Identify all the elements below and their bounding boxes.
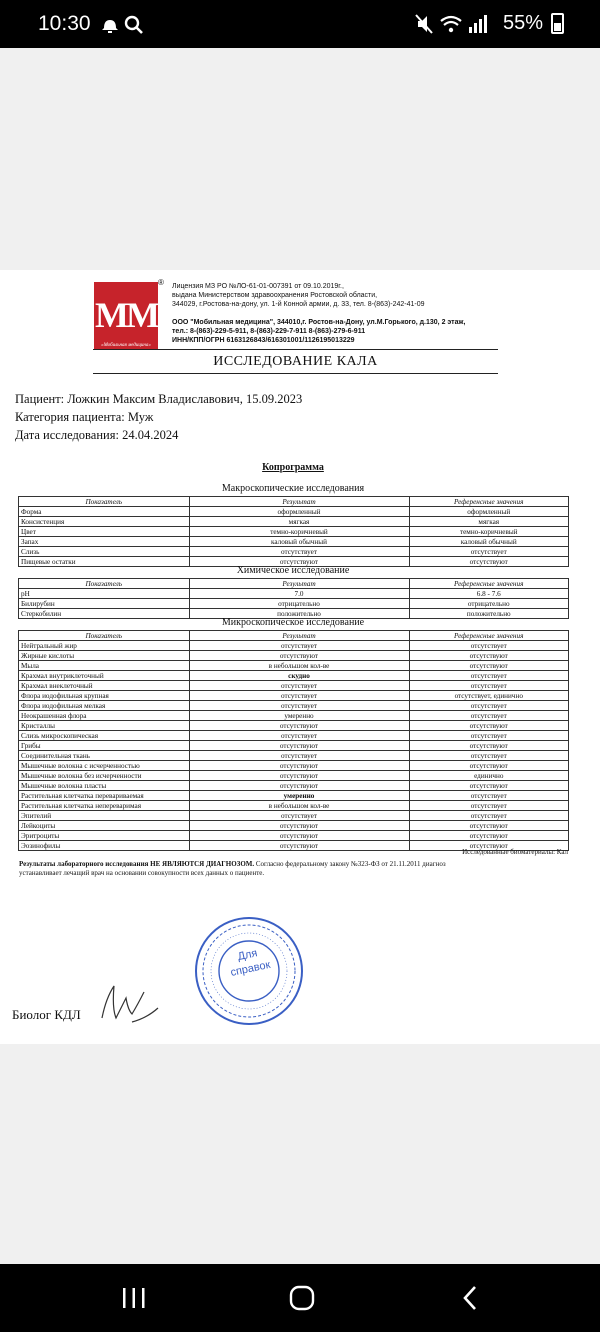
result-cell: отсутствуют xyxy=(189,831,409,841)
table-row xyxy=(19,691,569,701)
indicator-cell: Лейкоциты xyxy=(19,821,190,831)
reference-cell: отсутствует xyxy=(409,547,569,557)
result-cell: 7.0 xyxy=(189,589,409,599)
column-header-result: Результат xyxy=(189,497,409,507)
table-row xyxy=(19,821,569,831)
reference-cell: отсутствует xyxy=(409,641,569,651)
battery-icon xyxy=(551,13,564,34)
column-header-reference: Референсные значения xyxy=(409,497,569,507)
result-cell: положительно xyxy=(189,609,409,619)
reference-cell: отсутствуют xyxy=(409,761,569,771)
reference-cell: мягкая xyxy=(409,517,569,527)
table-row xyxy=(19,791,569,801)
column-header-result: Результат xyxy=(189,631,409,641)
micro-title: Микроскопическое исследование xyxy=(221,617,365,628)
indicator-cell: Пищевые остатки xyxy=(19,557,190,567)
org-line-2: тел.: 8-(863)-229-5-911, 8-(863)-229-7-911 8-(863)-279-6-911 xyxy=(172,328,366,335)
indicator-cell: Слизь xyxy=(19,547,190,557)
table-row xyxy=(19,761,569,771)
license-line-1: Лицензия МЗ РО №ЛО-61-01-007391 от 09.10.2019г., xyxy=(172,283,344,290)
home-icon xyxy=(288,1284,316,1312)
reference-cell: отсутствует xyxy=(409,801,569,811)
result-cell: мягкая xyxy=(189,517,409,527)
micro-table xyxy=(18,630,569,851)
result-cell: отсутствует xyxy=(189,547,409,557)
table-row xyxy=(19,547,569,557)
document-page[interactable] xyxy=(0,270,600,1044)
patient-name: Пациент: Ложкин Максим Владиславович, 15.09.2023 xyxy=(15,392,303,406)
chemical-title: Химическое исследование xyxy=(236,565,350,576)
result-cell: отсутствует xyxy=(189,751,409,761)
indicator-cell: Нейтральный жир xyxy=(19,641,190,651)
disclaimer-line-1 xyxy=(19,860,446,868)
registered-icon: ® xyxy=(158,278,164,287)
macro-title: Макроскопические исследования xyxy=(221,483,365,494)
table-row xyxy=(19,537,569,547)
reference-cell: отсутствует xyxy=(409,671,569,681)
reference-cell: отсутствует xyxy=(409,791,569,801)
table-row xyxy=(19,721,569,731)
result-cell: умеренно xyxy=(189,711,409,721)
reference-cell: отсутствуют xyxy=(409,651,569,661)
battery-percent: 55% xyxy=(502,12,543,34)
table-row xyxy=(19,507,569,517)
section-title: Копрограмма xyxy=(262,462,324,473)
reference-cell: отрицательно xyxy=(409,599,569,609)
result-cell: отрицательно xyxy=(189,599,409,609)
reference-cell: отсутствует xyxy=(409,811,569,821)
license-line-3: 344029, г.Ростова-на-дону, ул. 1-й Конной армии, д. 33, тел. 8-(863)-242-41-09 xyxy=(172,301,425,308)
result-cell: отсутствуют xyxy=(189,771,409,781)
indicator-cell: Мыла xyxy=(19,661,190,671)
disclaimer-line-2: устанавливает лечащий врач на основании совокупности всех данных о пациенте. xyxy=(19,869,265,877)
indicator-cell: Мышечные волокна пласты xyxy=(19,781,190,791)
reference-cell: единично xyxy=(409,771,569,781)
reference-cell: отсутствуют xyxy=(409,661,569,671)
table-row xyxy=(19,731,569,741)
disclaimer-bold: Результаты лабораторного исследования НЕ ЯВЛЯЮТСЯ ДИАГНОЗОМ. xyxy=(19,860,255,868)
indicator-cell: Билирубин xyxy=(19,599,190,609)
result-cell: отсутствует xyxy=(189,681,409,691)
indicator-cell: Запах xyxy=(19,537,190,547)
indicator-cell: Цвет xyxy=(19,527,190,537)
bell-icon xyxy=(102,20,118,33)
column-header-indicator: Показатель xyxy=(19,497,190,507)
indicator-cell: Флора иодофильная крупная xyxy=(19,691,190,701)
indicator-cell: Крахмал внутриклеточный xyxy=(19,671,190,681)
table-row xyxy=(19,831,569,841)
result-cell: оформленный xyxy=(189,507,409,517)
reference-cell: отсутствуют xyxy=(409,831,569,841)
column-header-indicator: Показатель xyxy=(19,631,190,641)
reference-cell: отсутствует xyxy=(409,731,569,741)
result-cell: отсутствует xyxy=(189,701,409,711)
study-date: Дата исследования: 24.04.2024 xyxy=(15,428,179,442)
reference-cell: отсутствуют xyxy=(409,781,569,791)
table-row xyxy=(19,671,569,681)
biomaterial-note: Исследованные биоматериалы: Кал xyxy=(462,848,568,856)
patient-category: Категория пациента: Муж xyxy=(15,410,154,424)
column-header-indicator: Показатель xyxy=(19,579,190,589)
reference-cell: отсутствует xyxy=(409,711,569,721)
reference-cell: отсутствует xyxy=(409,701,569,711)
indicator-cell: Крахмал внеклеточный xyxy=(19,681,190,691)
reference-cell: оформленный xyxy=(409,507,569,517)
result-cell: отсутствует xyxy=(189,731,409,741)
result-cell: отсутствуют xyxy=(189,821,409,831)
table-row xyxy=(19,801,569,811)
table-row xyxy=(19,771,569,781)
table-row xyxy=(19,751,569,761)
reference-cell: отсутствуют xyxy=(409,721,569,731)
indicator-cell: Мышечные волокна с исчерченностью xyxy=(19,761,190,771)
table-header-row xyxy=(19,497,569,507)
table-row xyxy=(19,811,569,821)
notification-icons xyxy=(100,14,148,41)
recent-apps-button[interactable] xyxy=(104,1278,164,1318)
indicator-cell: Растительная клетчатка непереваримая xyxy=(19,801,190,811)
license-line-2: выдана Министерством здравоохранения Ростовской области, xyxy=(172,292,378,299)
indicator-cell: Кристаллы xyxy=(19,721,190,731)
back-button[interactable] xyxy=(440,1278,500,1318)
result-cell: отсутствуют xyxy=(189,781,409,791)
indicator-cell: Соединительная ткань xyxy=(19,751,190,761)
reference-cell: отсутствуют xyxy=(409,821,569,831)
recents-icon xyxy=(121,1286,147,1310)
viewer-background xyxy=(0,1044,600,1264)
mute-wifi-signal-icons xyxy=(415,13,495,35)
table-row xyxy=(19,661,569,671)
home-button[interactable] xyxy=(272,1278,332,1318)
indicator-cell: Неокрашенная флора xyxy=(19,711,190,721)
table-row xyxy=(19,701,569,711)
result-cell: скудно xyxy=(189,671,409,681)
table-row xyxy=(19,681,569,691)
indicator-cell: Грибы xyxy=(19,741,190,751)
navigation-bar xyxy=(0,1264,600,1332)
indicator-cell: Эозинофилы xyxy=(19,841,190,851)
result-cell: отсутствует xyxy=(189,811,409,821)
back-icon xyxy=(460,1284,480,1312)
indicator-cell: Консистенция xyxy=(19,517,190,527)
divider xyxy=(93,349,498,350)
table-row xyxy=(19,517,569,527)
indicator-cell: pH xyxy=(19,589,190,599)
result-cell: отсутствуют xyxy=(189,841,409,851)
reference-cell: отсутствует, единично xyxy=(409,691,569,701)
indicator-cell: Стеркобилин xyxy=(19,609,190,619)
result-cell: отсутствует xyxy=(189,691,409,701)
table-row xyxy=(19,711,569,721)
status-time: 10:30 xyxy=(38,12,91,35)
result-cell: отсутствует xyxy=(189,641,409,651)
indicator-cell: Жирные кислоты xyxy=(19,651,190,661)
indicator-cell: Эпителий xyxy=(19,811,190,821)
result-cell: умеренно xyxy=(189,791,409,801)
result-cell: каловый обычный xyxy=(189,537,409,547)
result-cell: в небольшом кол-ве xyxy=(189,801,409,811)
table-row xyxy=(19,781,569,791)
table-row xyxy=(19,589,569,599)
macro-table xyxy=(18,496,569,567)
status-bar xyxy=(0,0,600,48)
table-row xyxy=(19,527,569,537)
result-cell: отсутствуют xyxy=(189,651,409,661)
column-header-result: Результат xyxy=(189,579,409,589)
column-header-reference: Референсные значения xyxy=(409,579,569,589)
column-header-reference: Референсные значения xyxy=(409,631,569,641)
disclaimer-rest: Согласно федеральному закону №323-ФЗ от 21.11.2011 диагноз xyxy=(255,860,446,868)
result-cell: отсутствуют xyxy=(189,721,409,731)
org-line-3: ИНН/КПП/ОГРН 6163126843/616301001/1126195013229 xyxy=(172,337,355,344)
reference-cell: отсутствует xyxy=(409,681,569,691)
result-cell: темно-коричневый xyxy=(189,527,409,537)
signature-image xyxy=(92,978,162,1026)
indicator-cell: Флора иодофильная мелкая xyxy=(19,701,190,711)
result-cell: отсутствуют xyxy=(189,741,409,751)
divider xyxy=(93,373,498,374)
reference-cell: каловый обычный xyxy=(409,537,569,547)
result-cell: в небольшом кол-ве xyxy=(189,661,409,671)
result-cell: отсутствуют xyxy=(189,557,409,567)
reference-cell: положительно xyxy=(409,609,569,619)
reference-cell: отсутствует xyxy=(409,751,569,761)
viewer-background xyxy=(0,48,600,270)
document-title: ИССЛЕДОВАНИЕ КАЛА xyxy=(213,354,378,369)
table-header-row xyxy=(19,631,569,641)
reference-cell: темно-коричневый xyxy=(409,527,569,537)
reference-cell: отсутствуют xyxy=(409,841,569,851)
indicator-cell: Форма xyxy=(19,507,190,517)
result-cell: отсутствуют xyxy=(189,761,409,771)
indicator-cell: Эритроциты xyxy=(19,831,190,841)
indicator-cell: Растительная клетчатка перевариваемая xyxy=(19,791,190,801)
stamp-text: Для справок xyxy=(229,947,272,979)
table-header-row xyxy=(19,579,569,589)
clinic-logo: ММ «Мобильная медицина» xyxy=(94,282,158,350)
status-right xyxy=(415,12,564,35)
indicator-cell: Мышечные волокна без исчерченности xyxy=(19,771,190,781)
indicator-cell: Слизь микроскопическая xyxy=(19,731,190,741)
signature-label: Биолог КДЛ xyxy=(12,1007,81,1022)
table-row xyxy=(19,651,569,661)
table-row xyxy=(19,599,569,609)
table-row xyxy=(19,741,569,751)
chemical-table xyxy=(18,578,569,619)
reference-cell: 6.8 - 7.6 xyxy=(409,589,569,599)
org-line-1: ООО "Мобильная медицина", 344010,г. Ростов-на-Дону, ул.М.Горького, д.130, 2 этаж, xyxy=(172,319,466,326)
reference-cell: отсутствуют xyxy=(409,557,569,567)
reference-cell: отсутствуют xyxy=(409,741,569,751)
table-row xyxy=(19,641,569,651)
